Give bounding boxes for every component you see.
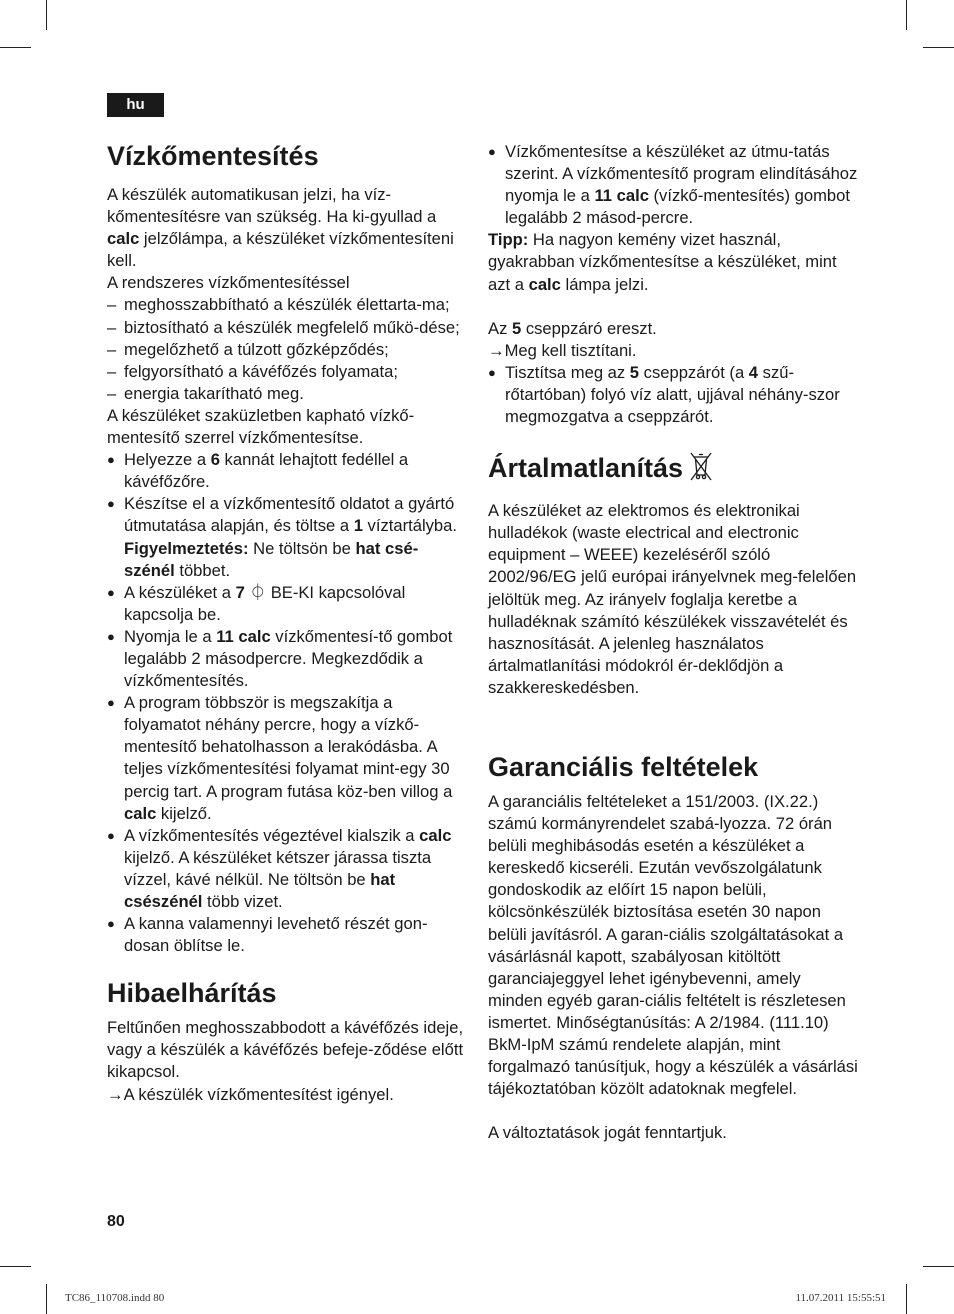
date-slug: 11.07.2011 15:55:51 <box>795 1292 886 1304</box>
heading-warranty: Garanciális feltételek <box>488 751 759 782</box>
troubleshooting-text: Feltűnően meghosszabbodott a kávéfőzés ideje, vagy a készülék a kávéfőzés befeje-ződése előtt kikapcsol. <box>107 1018 464 1082</box>
crop-mark <box>0 47 31 48</box>
crop-mark <box>923 47 954 48</box>
crop-mark <box>46 1284 47 1314</box>
step-list-item: ● Vízkőmentesítse a készüléket az útmu-tatás szerint. A vízkőmentesítő program elindításához nyomja le a 11 calc (vízkő-mentesítés) gombot legalább 2 másod-percre. <box>488 142 858 228</box>
benefit-list-item: – felgyorsítható a kávéfőzés folyamata; <box>107 361 398 381</box>
step-list-item: ● Helyezze a 6 kannát lehajtott fedéllel a kávéfőzőre. <box>107 450 409 492</box>
heading-descaling: Vízkőmentesítés <box>107 141 319 171</box>
drip-stop-result: →Meg kell tisztítani. <box>488 340 637 360</box>
crop-mark <box>923 1266 954 1267</box>
tip-text: Tipp: Ha nagyon kemény vizet használ, gyakrabban vízkőmentesítse a készüléket, mint azt a calc lámpa jelzi. <box>488 230 837 294</box>
shop-descaler-text: A készüléket szaküzletben kapható vízkő-mentesítő szerrel vízkőmentesítse. <box>107 405 415 448</box>
arrow-icon: → <box>488 340 505 360</box>
troubleshooting-result: →A készülék vízkőmentesítést igényel. <box>107 1084 394 1104</box>
file-slug: TC86_110708.indd 80 <box>65 1292 165 1304</box>
heading-troubleshooting: Hibaelhárítás <box>107 978 277 1009</box>
step-list-item: ● A készüléket a 7 ⏀ BE-KI kapcsolóval kapcsolja be. <box>107 582 406 624</box>
weee-bin-icon <box>689 451 713 492</box>
benefit-list-item: – energia takarítható meg. <box>107 383 304 403</box>
language-tab: hu <box>107 93 164 117</box>
warranty-text: A garanciális feltételeket a 151/2003. (IX.22.) számú kormányrendelet szabá-lyozza. 72 órán belüli meghibásodás esetén a készüléket a kereskedő kicseréli. Ezután vevőszolgálatunk gondoskodik az előírt 15 napon belüli, kölcsönkészülék biztosítása esetén 30 napon belüli javításról. A garan-ciális szolgáltatásokat a vásárlásnál kapott, szabályosan kitöltött garanciajeggyel lehet igénybevenni, amely minden egyéb garan-ciális feltételt is részletesen ismertet. Minőségtanúsítás: A 2/1984. (111.10) BkM-IpM számú rendelete alapján, mint forgalmazó tanúsítjuk, hogy a készülék a vásárlási tájékoztatóban közölt adatoknak megfelel. <box>488 791 858 1099</box>
heading-disposal: Ártalmatlanítás <box>488 448 858 492</box>
step-list-item: ● Tisztítsa meg az 5 cseppzárót (a 4 szű-rőtartóban) folyó víz alatt, ujjával néhány-szor megmozgatva a cseppzárót. <box>488 362 840 427</box>
drip-stop-text: Az 5 cseppzáró ereszt. <box>488 318 657 338</box>
step-list-item: ● Készítse el a vízkőmentesítő oldatot a gyártó útmutatása alapján, és töltse a 1 víztartályba. Figyelmeztetés: Ne töltsön be hat csé-szénél többet. <box>107 494 457 580</box>
page-number: 80 <box>107 1213 125 1230</box>
step-list-item: ● Nyomja le a 11 calc vízkőmentesí-tő gombot legalább 2 másodpercre. Megkezdődik a vízkőmentesítés. <box>107 626 453 691</box>
regular-descaling-text: A rendszeres vízkőmentesítéssel <box>107 273 350 293</box>
descaling-intro: A készülék automatikusan jelzi, ha víz-kőmentesítésre van szükség. Ha ki-gyullad a calc jelzőlámpa, a készüléket vízkőmentesíteni kell. <box>107 185 454 271</box>
right-column <box>488 141 858 1144</box>
disposal-text: A készüléket az elektromos és elektronikai hulladékok (waste electrical and electronic equipment – WEEE) kezeléséről szóló 2002/96/EG jelű európai irányelvnek meg-felelően jelöltük meg. Az irányelv foglalja keretbe a hulladéknak számító készülékek visszavételét és hasznosítását. A jelenleg használatos ártalmatlanítási módokról ér-deklődjön a szakkereskedésben. <box>488 501 857 697</box>
rights-reserved-text: A változtatások jogát fenntartjuk. <box>488 1123 727 1143</box>
power-switch-icon: ⏀ <box>249 582 267 602</box>
left-column <box>107 136 467 1106</box>
step-list-item: ● A kanna valamennyi levehető részét gon-dosan öblítse le. <box>107 914 428 956</box>
step-list-item: ● A program többször is megszakítja a folyamatot néhány percre, hogy a vízkő-mentesítő behatolhasson a lerakódásba. A teljes vízkőmentesítési folyamat mint-egy 30 percig tart. A program futása köz-ben villog a calc kijelző. <box>107 693 453 823</box>
crop-mark <box>0 1266 31 1267</box>
benefit-list-item: – megelőzhető a túlzott gőzképződés; <box>107 339 389 359</box>
crop-mark <box>46 0 47 30</box>
benefit-list-item: – biztosítható a készülék megfelelő műkö-dése; <box>107 317 460 337</box>
arrow-icon: → <box>107 1084 124 1104</box>
crop-mark <box>906 0 907 30</box>
step-list-item: ● A vízkőmentesítés végeztével kialszik a calc kijelző. A készüléket kétszer járassa tiszta vízzel, kávé nélkül. Ne töltsön be hat csészénél több vizet. <box>107 825 452 911</box>
crop-mark <box>906 1284 907 1314</box>
benefit-list-item: – meghosszabbítható a készülék élettarta-ma; <box>107 295 450 315</box>
